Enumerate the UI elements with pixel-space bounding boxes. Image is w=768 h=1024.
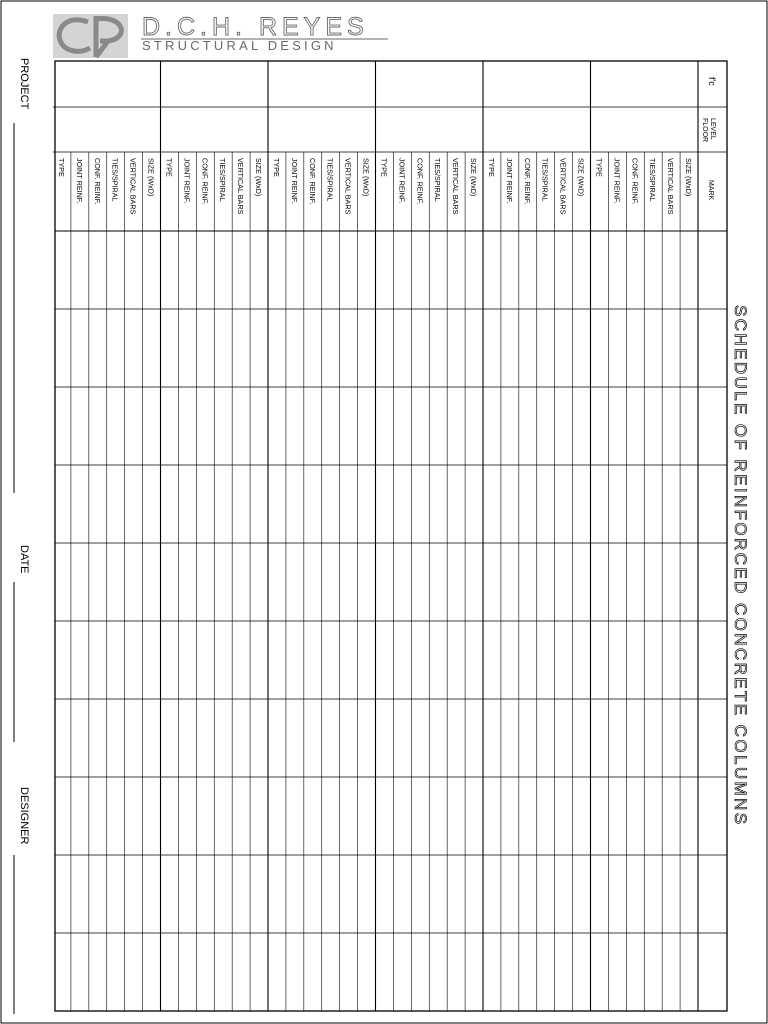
- column-header-type: TYPE: [164, 158, 174, 177]
- column-header-type: TYPE: [56, 158, 66, 177]
- column-header-ties-spiral: TIES/SPIRAL: [325, 158, 335, 202]
- mark-cell[interactable]: [698, 387, 727, 465]
- designer-label: DESIGNER: [18, 787, 30, 845]
- column-header-joint-reinf-: JOINT REINF.: [397, 158, 407, 204]
- column-header-joint-reinf-: JOINT REINF.: [182, 158, 192, 204]
- column-header-joint-reinf-: JOINT REINF.: [289, 158, 299, 204]
- fc-label: f'c: [707, 77, 717, 86]
- column-header-size-wxd-: SIZE (WxD): [576, 158, 586, 197]
- company-tagline: STRUCTURAL DESIGN: [142, 38, 337, 53]
- mark-label: MARK: [707, 180, 714, 201]
- column-header-ties-spiral: TIES/SPIRAL: [433, 158, 443, 202]
- column-header-size-wxd-: SIZE (WxD): [146, 158, 156, 197]
- date-label: DATE: [18, 545, 30, 574]
- column-header-type: TYPE: [271, 158, 281, 177]
- schedule-grid: [53, 61, 727, 1011]
- mark-cell[interactable]: [698, 309, 727, 387]
- schedule-column-headers: [57, 77, 717, 215]
- project-label: PROJECT: [18, 58, 30, 110]
- column-header-size-wxd-: SIZE (WxD): [361, 158, 371, 197]
- column-header-size-wxd-: SIZE (WxD): [684, 158, 694, 197]
- mark-cell[interactable]: [698, 855, 727, 933]
- mark-cell[interactable]: [698, 777, 727, 855]
- column-header-joint-reinf-: JOINT REINF.: [504, 158, 514, 204]
- floor-level-label-line1: FLOOR: [701, 118, 708, 143]
- schedule-title: SCHEDULE OF REINFORCED CONCRETE COLUMNS: [731, 305, 750, 827]
- mark-cell[interactable]: [698, 465, 727, 543]
- column-header-type: TYPE: [379, 158, 389, 177]
- mark-cell[interactable]: [698, 231, 727, 309]
- column-header-size-wxd-: SIZE (WxD): [254, 158, 264, 197]
- column-header-conf-reinf-: CONF. REINF.: [415, 158, 425, 205]
- dch-monogram-logo-icon: [53, 14, 128, 58]
- mark-cell[interactable]: [698, 621, 727, 699]
- column-header-ties-spiral: TIES/SPIRAL: [540, 158, 550, 202]
- column-header-ties-spiral: TIES/SPIRAL: [648, 158, 658, 202]
- mark-cell[interactable]: [698, 933, 727, 1011]
- schedule-cells: [698, 231, 727, 1011]
- floor-level-label-line2: LEVEL: [709, 118, 716, 140]
- mark-cell[interactable]: [698, 543, 727, 621]
- page-border: [1, 1, 767, 1023]
- column-header-size-wxd-: SIZE (WxD): [469, 158, 479, 197]
- column-header-vertical-bars: VERTICAL BARS: [451, 158, 461, 215]
- column-header-ties-spiral: TIES/SPIRAL: [110, 158, 120, 202]
- column-header-vertical-bars: VERTICAL BARS: [558, 158, 568, 215]
- column-header-conf-reinf-: CONF. REINF.: [307, 158, 317, 205]
- column-header-type: TYPE: [594, 158, 604, 177]
- column-header-conf-reinf-: CONF. REINF.: [630, 158, 640, 205]
- column-header-vertical-bars: VERTICAL BARS: [343, 158, 353, 215]
- column-header-conf-reinf-: CONF. REINF.: [522, 158, 532, 205]
- column-header-vertical-bars: VERTICAL BARS: [236, 158, 246, 215]
- column-header-vertical-bars: VERTICAL BARS: [666, 158, 676, 215]
- column-header-joint-reinf-: JOINT REINF.: [74, 158, 84, 204]
- column-header-conf-reinf-: CONF. REINF.: [200, 158, 210, 205]
- column-header-joint-reinf-: JOINT REINF.: [612, 158, 622, 204]
- column-header-ties-spiral: TIES/SPIRAL: [218, 158, 228, 202]
- mark-cell[interactable]: [698, 699, 727, 777]
- column-header-type: TYPE: [486, 158, 496, 177]
- company-name: D.C.H. REYES: [142, 13, 369, 41]
- column-header-vertical-bars: VERTICAL BARS: [128, 158, 138, 215]
- column-header-conf-reinf-: CONF. REINF.: [92, 158, 102, 205]
